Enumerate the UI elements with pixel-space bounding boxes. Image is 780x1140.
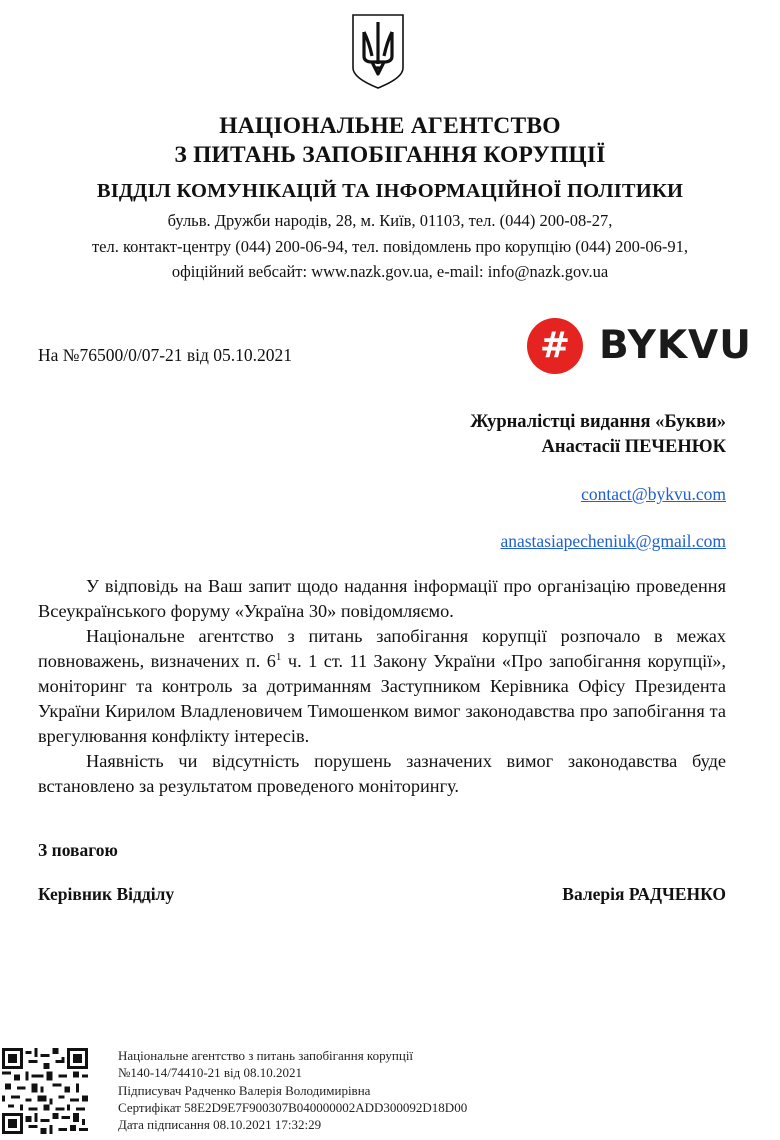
department-name: ВІДДІЛ КОМУНІКАЦІЙ ТА ІНФОРМАЦІЙНОЇ ПОЛІТИКИ (96, 180, 684, 202)
address-line: бульв. Дружби народів, 28, м. Київ, 01103, тел. (044) 200-08-27, (167, 211, 613, 230)
logo-text: BYKVU (599, 323, 752, 368)
digital-signature-stamp (118, 1047, 467, 1133)
signer-name: Валерія РАДЧЕНКО (562, 884, 726, 904)
paragraph-2-start: Національне агентство з питань запобігання корупції розпочало в межах повноважень, визначених п. 6 (38, 626, 726, 671)
hashtag-icon: # (527, 318, 583, 374)
website-email-line: офіційний вебсайт: www.nazk.gov.ua, e-mail: info@nazk.gov.ua (171, 262, 609, 281)
agency-name-line2: З ПИТАНЬ ЗАПОБІГАННЯ КОРУПЦІЇ (174, 142, 606, 168)
paragraph-3: Наявність чи відсутність порушень зазначених вимог законодавства буде встановлено за результатом проведеного моніторингу. (38, 751, 726, 796)
bykvu-logo (527, 318, 752, 374)
paragraph-2-end: ч. 1 ст. 11 Закону України «Про запобігання корупції», моніторинг та контроль за дотриманням Заступником Керівника Офісу Президента України Кирилом Владленовичем Тимошенком вимог законодавства про запобігання та врегулювання конфлікту інтересів. (38, 651, 727, 746)
reference-number: На №76500/0/07-21 від 05.10.2021 (38, 345, 293, 365)
stamp-signer: Підписувач Радченко Валерія Володимирівна (118, 1082, 371, 1098)
closing-phrase: З повагою (38, 840, 118, 860)
stamp-agency: Національне агентство з питань запобігання корупції (118, 1048, 414, 1063)
qr-code-icon (2, 1045, 88, 1137)
stamp-sign-date: Дата підписання 08.10.2021 17:32:29 (118, 1117, 322, 1133)
tryzub-coat-of-arms-icon (350, 12, 406, 90)
phones-line: тел. контакт-центру (044) 200-06-94, тел. повідомлень про корупцію (044) 200-06-91, (91, 237, 689, 256)
paragraph-1: У відповідь на Ваш запит щодо надання інформації про організацію проведення Всеукраїнського форуму «Україна 30» повідомляємо. (38, 576, 726, 621)
email-link-personal[interactable]: anastasiapecheniuk@gmail.com (500, 531, 726, 551)
superscript: 1 (275, 650, 282, 663)
recipient-name: Анастасії ПЕЧЕНЮК (541, 437, 726, 457)
stamp-certificate: Сертифікат 58E2D9E7F900307B040000002ADD300092D18D00 (118, 1099, 468, 1115)
signer-position: Керівник Відділу (38, 884, 175, 904)
letter-body (38, 574, 726, 799)
agency-name-line1: НАЦІОНАЛЬНЕ АГЕНТСТВО (219, 113, 561, 139)
email-link-contact[interactable]: contact@bykvu.com (581, 484, 726, 504)
paragraph-2 (38, 624, 726, 749)
recipient-title: Журналістці видання «Букви» (470, 412, 726, 432)
stamp-doc-number: №140-14/74410-21 від 08.10.2021 (118, 1065, 303, 1081)
